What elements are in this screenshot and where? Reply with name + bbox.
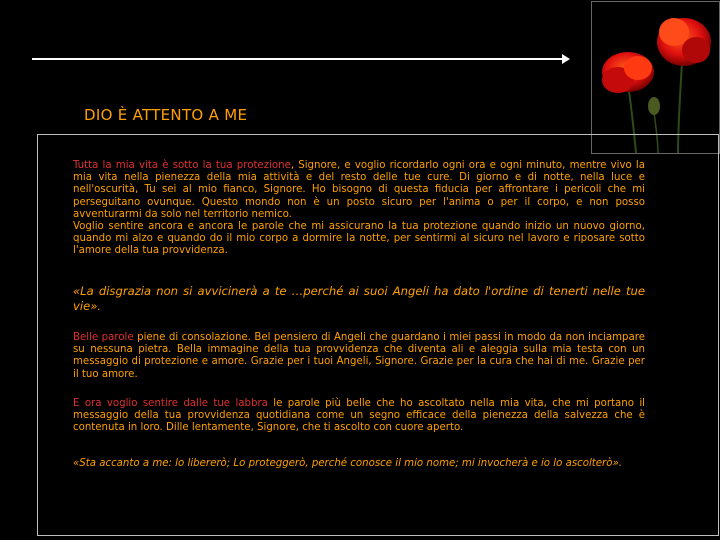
quote-2: «Sta accanto a me: lo libererò; Lo proteggerò, perché conosce il mio nome; mi invocherà e io lo ascolterò». <box>73 458 622 469</box>
paragraph-2-highlight: Belle parole <box>73 332 134 343</box>
arrow-line <box>32 58 564 60</box>
paragraph-1 <box>73 160 645 258</box>
paragraph-3 <box>73 398 645 435</box>
poppies-illustration <box>592 2 719 153</box>
paragraph-3-highlight: E ora voglio sentire dalle tue labbra <box>73 398 268 409</box>
paragraph-1-highlight: Tutta la mia vita è sotto la tua protezione <box>73 160 291 171</box>
paragraph-2 <box>73 332 645 381</box>
page-title: DIO È ATTENTO A ME <box>84 106 248 124</box>
paragraph-1-text: , Signore, e voglio ricordarlo ogni ora e ogni minuto, mentre vivo la mia vita nella pienezza della mia attività e del resto delle tue cure. Di giorno e di notte, nella luce e nell'oscurità, Tu sei al mio fianco, Signore. Ho bisogno di questa fiducia per affrontare i pericoli che mi perseguitano ovunque. Questo mondo non è un posto sicuro per l'anima o per il corpo, e non posso avventurarmi da solo nel territorio nemico. <box>73 160 646 220</box>
red-poppies-photo <box>591 1 720 154</box>
paragraph-1-text2: Voglio sentire ancora e ancora le parole che mi assicurano la tua protezione quando inizio un nuovo giorno, quando mi alzo e quando do il mio corpo a dormire la notte, per sentirmi al sicuro nel lavoro e riposare sotto l'amore della tua provvidenza. <box>73 221 645 257</box>
paragraph-3-text: le parole più belle che ho ascoltato nella mia vita, che mi portano il messaggio della tua provvidenza quotidiana come un segno efficace della pienezza della salvezza che è contenuta in loro. Dille lentamente, Signore, che ti ascolto con cuore aperto. <box>73 398 645 434</box>
quote-1: «La disgrazia non si avvicinerà a te …perché ai suoi Angeli ha dato l'ordine di tenerti nelle tue vie». <box>73 284 645 313</box>
paragraph-2-text: piene di consolazione. Bel pensiero di Angeli che guardano i miei passi in modo da non inciampare su nessuna pietra. Bella immagine della tua provvidenza che diventa ali e aleggia sulla mia testa con un messaggio di protezione e amore. Grazie per i tuoi Angeli, Signore. Grazie per la cura che hai di me. Grazie per il tuo amore. <box>73 332 645 380</box>
